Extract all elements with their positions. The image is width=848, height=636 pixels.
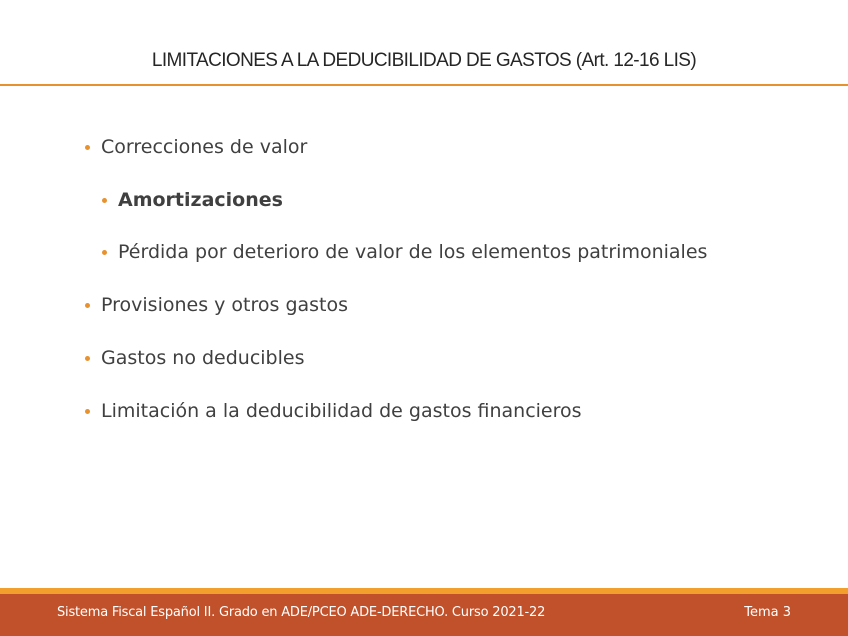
- bullet-dot-icon: [85, 356, 90, 361]
- bullet-item: [118, 240, 707, 264]
- slide-title: LIMITACIONES A LA DEDUCIBILIDAD DE GASTOS (Art. 12-16 LIS): [151, 50, 697, 71]
- bullet-item: [101, 399, 582, 423]
- bullet-dot-icon: [102, 198, 107, 203]
- bullet-dot-icon: [85, 145, 90, 150]
- bullet-item: [118, 188, 283, 212]
- footer-course-text: Sistema Fiscal Español II. Grado en ADE/PCEO ADE-DERECHO. Curso 2021-22: [57, 605, 546, 620]
- bullet-text: Amortizaciones: [118, 189, 283, 211]
- bullet-dot-icon: [85, 303, 90, 308]
- bullet-text: Pérdida por deterioro de valor de los elementos patrimoniales: [118, 241, 708, 263]
- bullet-dot-icon: [102, 250, 107, 255]
- bullet-text: Provisiones y otros gastos: [101, 294, 349, 316]
- bullet-text: Gastos no deducibles: [101, 347, 305, 369]
- bullet-item: [101, 346, 305, 370]
- bullet-item: [101, 135, 307, 159]
- footer-topic-text: Tema 3: [744, 605, 791, 620]
- bullet-text: Limitación a la deducibilidad de gastos financieros: [101, 400, 582, 422]
- bullet-text: Correcciones de valor: [101, 136, 308, 158]
- bullet-dot-icon: [85, 409, 90, 414]
- slide-footer: [0, 594, 848, 636]
- bullet-item: [101, 293, 348, 317]
